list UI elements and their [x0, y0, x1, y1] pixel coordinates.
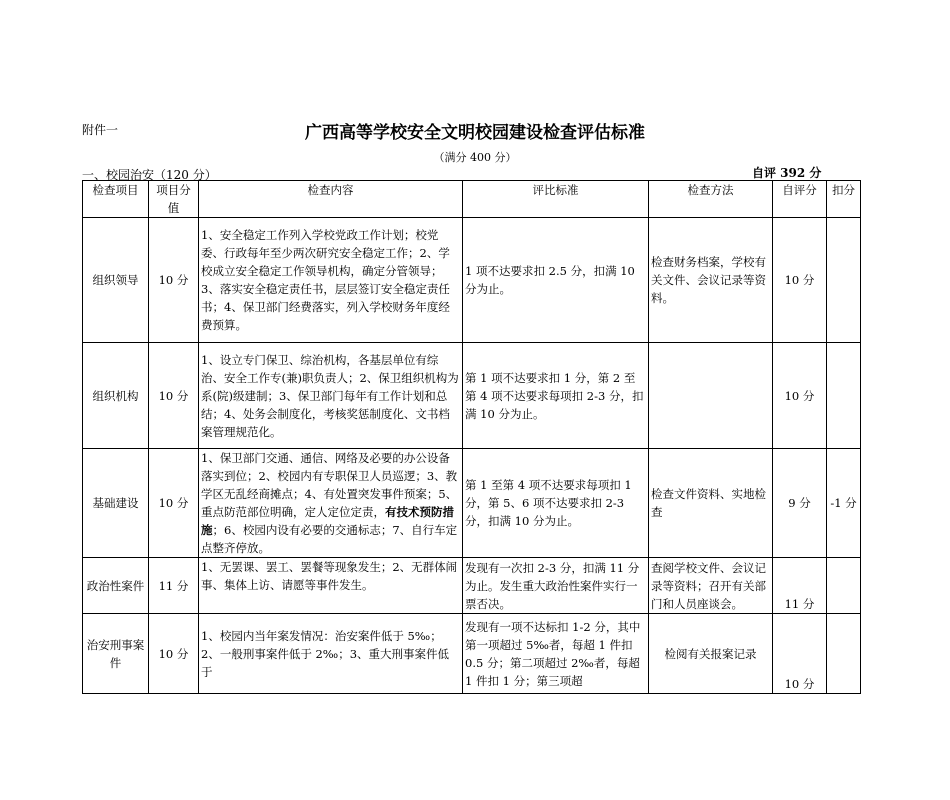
- content-part: ；6、校园内设有必要的交通标志；7、自行车定点整齐停放。: [201, 523, 458, 555]
- row-self-score: 10 分: [773, 218, 827, 343]
- row-item: 政治性案件: [83, 558, 149, 614]
- row-item: 治安刑事案件: [83, 614, 149, 694]
- row-deduction: [827, 558, 861, 614]
- content-emphasis: 有技术预防措施: [201, 505, 454, 537]
- content-part: 1、保卫部门交通、通信、网络及必要的办公设备落实到位；2、校园内有专职保卫人员巡逻；3、教学区无乱经商摊点；4、有处置突发事件预案；5、重点防范部位明确，定人定位定责，: [201, 451, 458, 519]
- row-item: 基础建设: [83, 449, 149, 558]
- table-row: [83, 614, 861, 694]
- row-method: [649, 343, 773, 449]
- row-content: 1、安全稳定工作列入学校党政工作计划；校党委、行政每年至少两次研究安全稳定工作；2、学校成立安全稳定工作领导机构，确定分管领导；3、落实安全稳定责任书，层层签订安全稳定责任书；4、保卫部门经费落实，列入学校财务年度经费预算。: [199, 218, 463, 343]
- row-standard: 第 1 至第 4 项不达要求每项扣 1 分，第 5、6 项不达要求扣 2-3 分，扣满 10 分为止。: [463, 449, 649, 558]
- evaluation-table: [82, 180, 861, 694]
- row-deduction: [827, 218, 861, 343]
- row-self-score: 10 分: [773, 343, 827, 449]
- row-self-score: 10 分: [773, 614, 827, 694]
- row-deduction: -1 分: [827, 449, 861, 558]
- row-standard: 第 1 项不达要求扣 1 分，第 2 至第 4 项不达要求每项扣 2-3 分，扣满 10 分为止。: [463, 343, 649, 449]
- table-row: [83, 449, 861, 558]
- row-points: 11 分: [149, 558, 199, 614]
- column-header: 检查内容: [199, 181, 463, 218]
- row-points: 10 分: [149, 343, 199, 449]
- row-content: 1、设立专门保卫、综治机构，各基层单位有综治、安全工作专(兼)职负责人；2、保卫组织机构为系(院)级建制；3、保卫部门每年有工作计划和总结；4、处务会制度化，考核奖惩制度化、文书档案管理规范化。: [199, 343, 463, 449]
- row-method: 检查财务档案，学校有关文件、会议记录等资料。: [649, 218, 773, 343]
- row-points: 10 分: [149, 218, 199, 343]
- table-row: [83, 218, 861, 343]
- self-score-total: 自评 392 分: [752, 166, 822, 180]
- section-heading: 一、校园治安（120 分）: [82, 168, 217, 182]
- column-header: 检查项目: [83, 181, 149, 218]
- column-header: 扣分: [827, 181, 861, 218]
- row-standard: 1 项不达要求扣 2.5 分，扣满 10 分为止。: [463, 218, 649, 343]
- row-points: 10 分: [149, 614, 199, 694]
- row-deduction: [827, 343, 861, 449]
- row-points: 10 分: [149, 449, 199, 558]
- document-subtitle: （满分 400 分）: [433, 151, 517, 164]
- row-item: 组织机构: [83, 343, 149, 449]
- row-method: 检阅有关报案记录: [649, 614, 773, 694]
- row-method: 检查文件资料、实地检查: [649, 449, 773, 558]
- column-header: 评比标准: [463, 181, 649, 218]
- row-item: 组织领导: [83, 218, 149, 343]
- row-standard: 发现有一项不达标扣 1-2 分，其中第一项超过 5‰者，每超 1 件扣 0.5 分；第二项超过 2‰者，每超 1 件扣 1 分；第三项超: [463, 614, 649, 694]
- column-header: 自评分: [773, 181, 827, 218]
- document-title: 广西高等学校安全文明校园建设检查评估标准: [305, 123, 645, 143]
- row-standard: 发现有一次扣 2-3 分，扣满 11 分为止。发生重大政治性案件实行一票否决。: [463, 558, 649, 614]
- column-header: 项目分值: [149, 181, 199, 218]
- row-content: 1、无罢课、罢工、罢餐等现象发生；2、无群体闹事、集体上访、请愿等事件发生。: [199, 558, 463, 614]
- row-self-score: 9 分: [773, 449, 827, 558]
- row-deduction: [827, 614, 861, 694]
- column-header: 检查方法: [649, 181, 773, 218]
- row-self-score: 11 分: [773, 558, 827, 614]
- row-content: [199, 449, 463, 558]
- table-header-row: [83, 181, 861, 218]
- table-row: [83, 558, 861, 614]
- table-row: [83, 343, 861, 449]
- attachment-label: 附件一: [82, 123, 119, 137]
- row-content: 1、校园内当年案发情况：治安案件低于 5‰；2、一般刑事案件低于 2‰；3、重大刑事案件低于: [199, 614, 463, 694]
- row-method: 查阅学校文件、会议记录等资料；召开有关部门和人员座谈会。: [649, 558, 773, 614]
